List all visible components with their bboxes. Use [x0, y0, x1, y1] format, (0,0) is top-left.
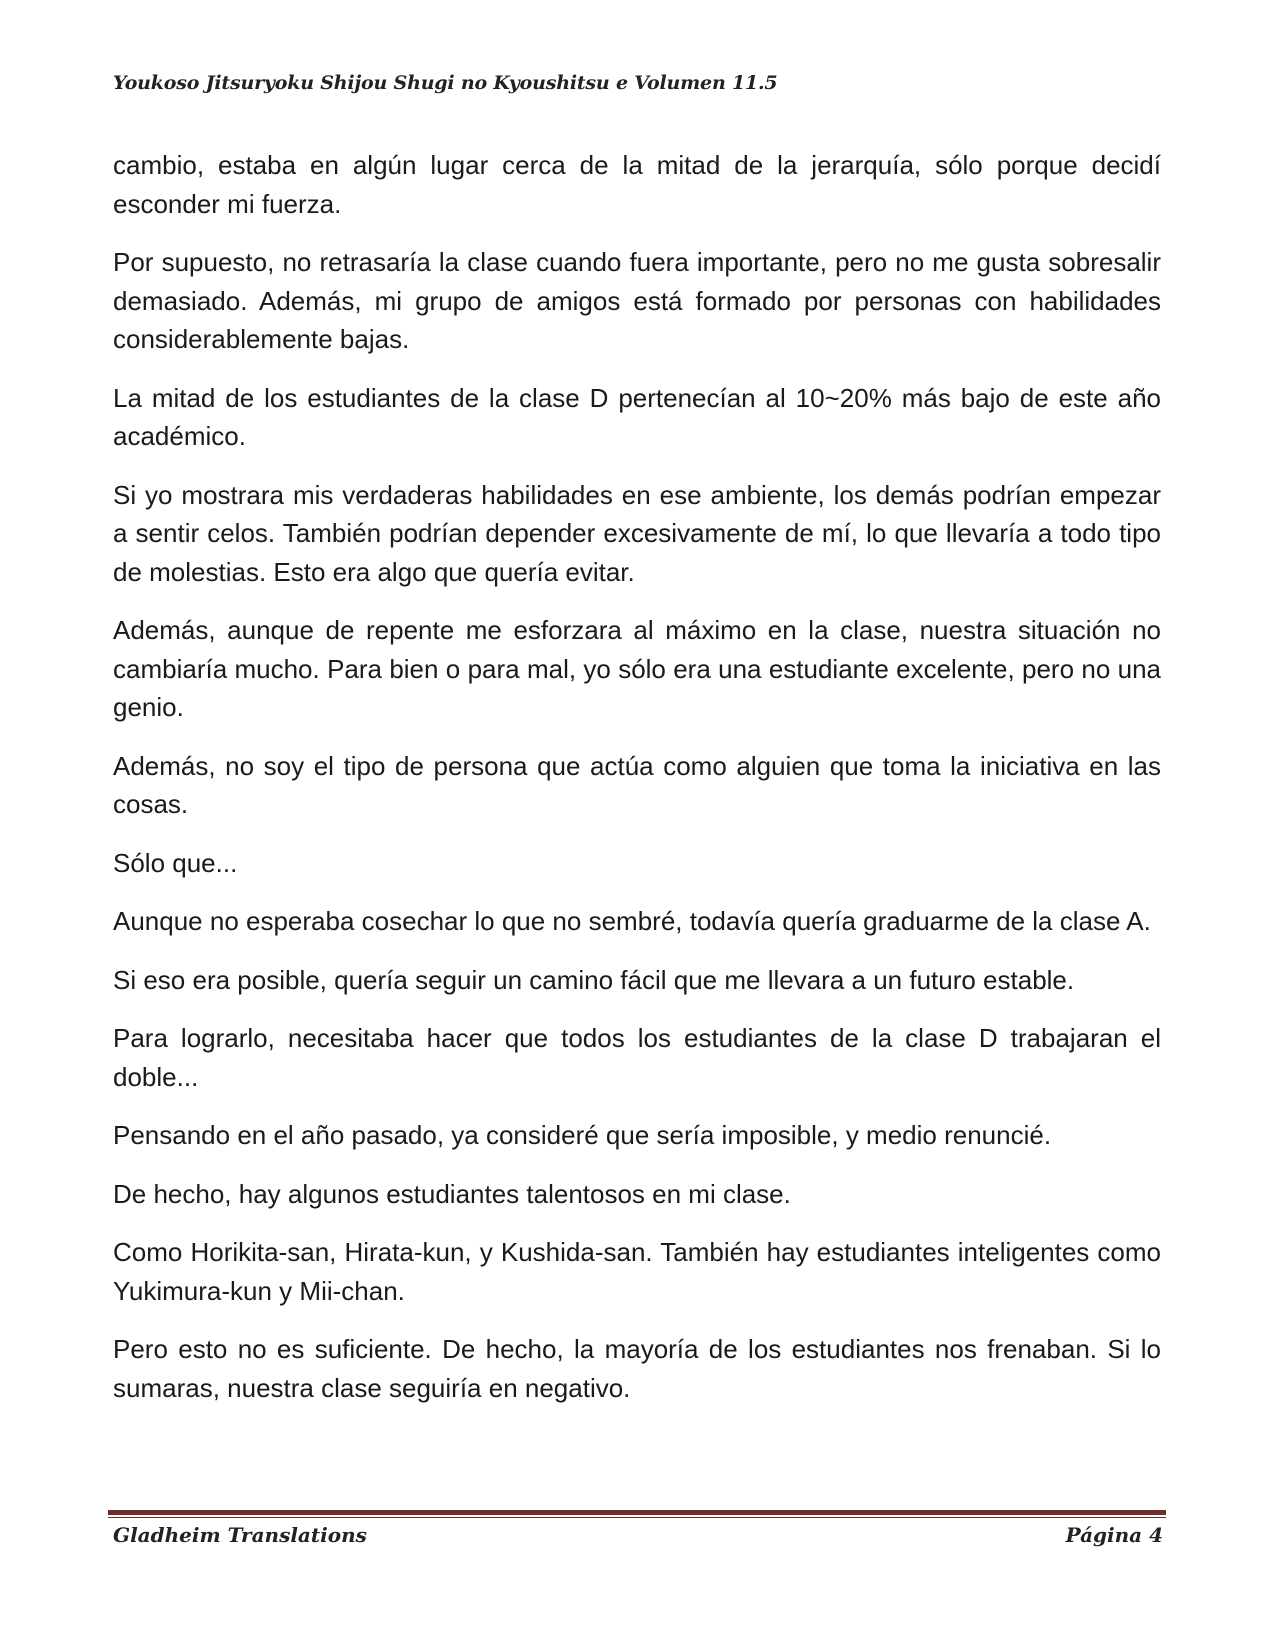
- paragraph: Pero esto no es suficiente. De hecho, la mayoría de los estudiantes nos frenaban. Si lo sumaras, nuestra clase seguiría en negativo.: [113, 1334, 1161, 1403]
- footer-divider-thick: [108, 1510, 1166, 1515]
- footer-divider-thin: [108, 1517, 1166, 1518]
- footer-translator: Gladheim Translations: [113, 1523, 367, 1547]
- footer-page-number: Página 4: [1065, 1523, 1163, 1547]
- body-text: [113, 146, 1161, 1427]
- paragraph: Además, no soy el tipo de persona que actúa como alguien que toma la iniciativa en las cosas.: [113, 750, 1161, 819]
- paragraph: Por supuesto, no retrasaría la clase cuando fuera importante, pero no me gusta sobresalir demasiado. Además, mi grupo de amigos está formado por personas con habilidades considerablemente bajas.: [113, 247, 1161, 354]
- paragraph: Como Horikita-san, Hirata-kun, y Kushida-san. También hay estudiantes inteligentes como Yukimura-kun y Mii-chan.: [113, 1237, 1161, 1306]
- paragraph: Si eso era posible, quería seguir un camino fácil que me llevara a un futuro estable.: [113, 964, 1075, 995]
- paragraph: Para lograrlo, necesitaba hacer que todos los estudiantes de la clase D trabajaran el doble...: [113, 1023, 1161, 1092]
- paragraph: De hecho, hay algunos estudiantes talentosos en mi clase.: [113, 1178, 791, 1209]
- page-header-title: Youkoso Jitsuryoku Shijou Shugi no Kyoushitsu e Volumen 11.5: [113, 72, 778, 94]
- paragraph: Sólo que...: [113, 847, 238, 878]
- footer-divider: [108, 1510, 1166, 1518]
- paragraph: Pensando en el año pasado, ya consideré que sería imposible, y medio renuncié.: [113, 1120, 1052, 1150]
- paragraph: La mitad de los estudiantes de la clase D pertenecían al 10~20% más bajo de este año académico.: [113, 382, 1161, 451]
- paragraph: Si yo mostrara mis verdaderas habilidades en ese ambiente, los demás podrían empezar a sentir celos. También podrían depender excesivamente de mí, lo que llevaría a todo tipo de molestias. Esto era algo que quería evitar.: [113, 479, 1161, 587]
- paragraph: Aunque no esperaba cosechar lo que no sembré, todavía quería graduarme de la clase A.: [113, 906, 1151, 936]
- paragraph: cambio, estaba en algún lugar cerca de la mitad de la jerarquía, sólo porque decidí esconder mi fuerza.: [113, 150, 1161, 219]
- paragraph: Además, aunque de repente me esforzara al máximo en la clase, nuestra situación no cambiaría mucho. Para bien o para mal, yo sólo era una estudiante excelente, pero no una genio.: [113, 615, 1161, 722]
